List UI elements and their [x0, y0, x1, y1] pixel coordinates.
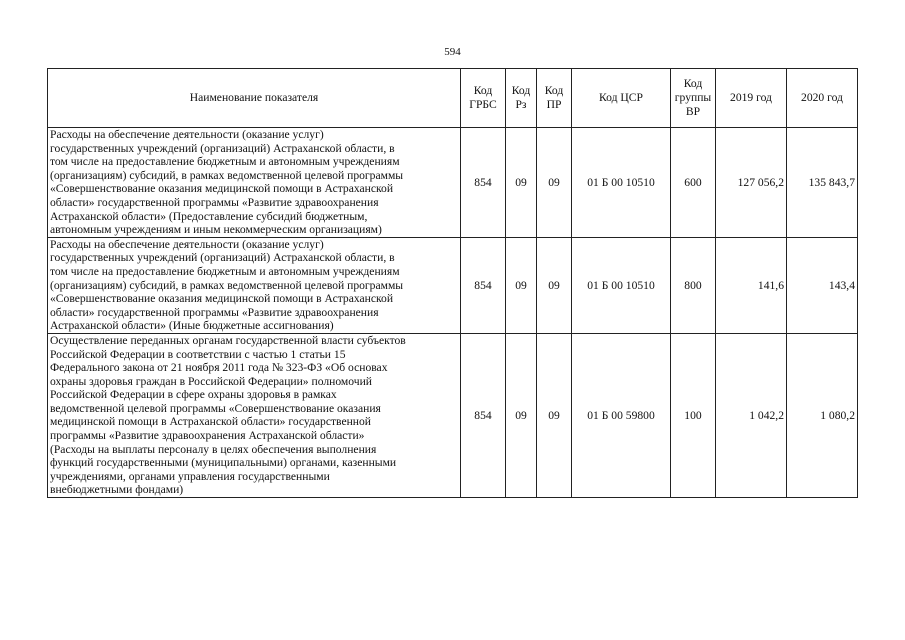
cell-csr: 01 Б 00 10510	[572, 128, 671, 238]
cell-rz: 09	[506, 128, 537, 238]
cell-rz: 09	[506, 333, 537, 497]
cell-rz: 09	[506, 237, 537, 333]
cell-pr: 09	[537, 128, 572, 238]
row-name: Расходы на обеспечение деятельности (оказание услуг) государственных учреждений (организаций) Астраханской области, в том числе на предоставление бюджетным и автономным учреждениям (организациям) субсидий, в рамках ведомственной целевой программы «Совершенствование оказания медицинской помощи в Астраханской области» государственной программы «Развитие здравоохранения Астраханской области» (Иные бюджетные ассигнования)	[48, 237, 461, 333]
header-pr: Код ПР	[537, 69, 572, 128]
cell-2019: 127 056,2	[716, 128, 787, 238]
cell-pr: 09	[537, 237, 572, 333]
header-rz: Код Рз	[506, 69, 537, 128]
budget-table	[47, 68, 858, 498]
cell-grbs: 854	[461, 333, 506, 497]
header-2019: 2019 год	[716, 69, 787, 128]
table-row	[48, 128, 858, 238]
cell-csr: 01 Б 00 59800	[572, 333, 671, 497]
table-header-row	[48, 69, 858, 128]
cell-grbs: 854	[461, 237, 506, 333]
cell-vr: 100	[671, 333, 716, 497]
cell-2020: 143,4	[787, 237, 858, 333]
cell-grbs: 854	[461, 128, 506, 238]
cell-2020: 135 843,7	[787, 128, 858, 238]
row-name: Осуществление переданных органам государственной власти субъектов Российской Федерации в соответствии с частью 1 статьи 15 Федерального закона от 21 ноября 2011 года № 323-ФЗ «Об основах охраны здоровья граждан в Российской Федерации» полномочий Российской Федерации в сфере охраны здоровья в рамках ведомственной целевой программы «Совершенствование оказания медицинской помощи в Астраханской области» государственной программы «Развитие здравоохранения Астраханской области» (Расходы на выплаты персоналу в целях обеспечения выполнения функций государственными (муниципальными) органами, казенными учреждениями, органами управления государственными внебюджетными фондами)	[48, 333, 461, 497]
cell-vr: 600	[671, 128, 716, 238]
page-number: 594	[444, 46, 461, 58]
cell-2019: 1 042,2	[716, 333, 787, 497]
row-name: Расходы на обеспечение деятельности (оказание услуг) государственных учреждений (организаций) Астраханской области, в том числе на предоставление бюджетным и автономным учреждениям (организациям) субсидий, в рамках ведомственной целевой программы «Совершенствование оказания медицинской помощи в Астраханской области» государственной программы «Развитие здравоохранения Астраханской области» (Предоставление субсидий бюджетным, автономным учреждениям и иным некоммерческим организациям)	[48, 128, 461, 238]
cell-vr: 800	[671, 237, 716, 333]
cell-2019: 141,6	[716, 237, 787, 333]
cell-pr: 09	[537, 333, 572, 497]
table-row	[48, 333, 858, 497]
header-vr: Код группы ВР	[671, 69, 716, 128]
cell-2020: 1 080,2	[787, 333, 858, 497]
header-grbs: Код ГРБС	[461, 69, 506, 128]
cell-csr: 01 Б 00 10510	[572, 237, 671, 333]
table-row	[48, 237, 858, 333]
header-csr: Код ЦСР	[572, 69, 671, 128]
header-2020: 2020 год	[787, 69, 858, 128]
header-name: Наименование показателя	[48, 69, 461, 128]
